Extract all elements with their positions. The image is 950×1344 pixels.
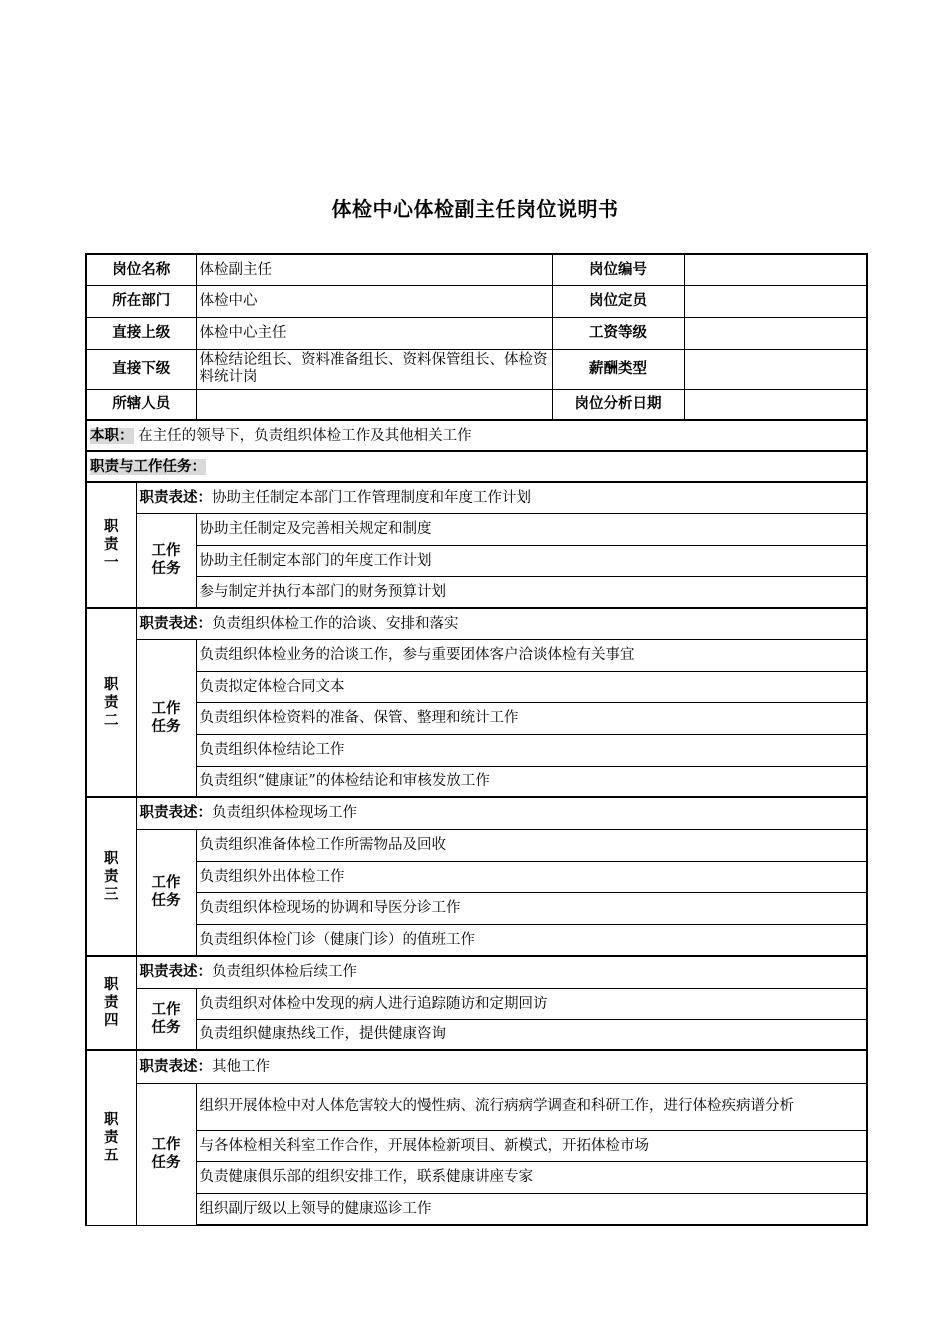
duty-name-char: 职	[104, 977, 119, 993]
salary-type-value	[684, 349, 867, 389]
duty-statement	[136, 797, 867, 829]
duty-statement-label: 职责表述：	[139, 615, 212, 632]
work-task-label-part: 任务	[151, 561, 181, 578]
position-name-value: 体检副主任	[196, 254, 552, 285]
duties-header: 职责与工作任务：	[90, 458, 206, 475]
duty-statement	[136, 1050, 867, 1083]
task-row	[86, 829, 867, 861]
task-row	[86, 1193, 867, 1225]
task-row	[86, 1083, 867, 1130]
duty-statement-label: 职责表述：	[139, 805, 212, 822]
duty-statement-text: 其他工作	[212, 1058, 270, 1075]
headcount-label: 岗位定员	[552, 285, 684, 317]
duty-name-char: 责	[104, 995, 119, 1011]
duty-name-char: 责	[104, 868, 119, 885]
task-item: 组织副厅级以上领导的健康巡诊工作	[196, 1193, 867, 1225]
duty-statement-row	[86, 482, 867, 513]
task-row	[86, 1161, 867, 1193]
work-task-label-part: 任务	[151, 893, 181, 910]
dept-value: 体检中心	[196, 285, 552, 317]
task-row	[86, 702, 867, 734]
task-item: 协助主任制定本部门的年度工作计划	[196, 545, 867, 576]
duty-name-char: 责	[104, 537, 119, 553]
task-item: 负责组织健康热线工作，提供健康咨询	[196, 1019, 867, 1050]
duty-statement-label: 职责表述：	[139, 964, 212, 981]
task-row	[86, 892, 867, 924]
duty-statement-row	[86, 797, 867, 829]
duty-name-char: 责	[104, 694, 119, 711]
task-row	[86, 545, 867, 576]
duty-name-char: 四	[104, 1013, 119, 1029]
summary-label: 本职：	[90, 427, 134, 444]
task-item: 负责组织体检资料的准备、保管、整理和统计工作	[196, 702, 867, 734]
task-item: 负责组织对体检中发现的病人进行追踪随访和定期回访	[196, 988, 867, 1019]
row-position-name	[86, 254, 867, 285]
position-name-label: 岗位名称	[86, 254, 196, 285]
duty-name-char: 职	[104, 676, 119, 693]
duty-statement-text: 协助主任制定本部门工作管理制度和年度工作计划	[212, 489, 531, 506]
task-item: 负责组织“健康证”的体检结论和审核发放工作	[196, 766, 867, 797]
duty-name-char: 职	[104, 519, 119, 535]
work-task-label-part: 工作	[151, 875, 181, 892]
task-item: 参与制定并执行本部门的财务预算计划	[196, 576, 867, 608]
duty-name-char: 一	[104, 555, 119, 571]
analysis-date-value	[684, 389, 867, 420]
headcount-value	[684, 285, 867, 317]
superior-label: 直接上级	[86, 317, 196, 349]
row-superior	[86, 317, 867, 349]
summary-cell	[86, 420, 867, 451]
duty-statement-text: 负责组织体检现场工作	[212, 805, 357, 822]
duty-statement	[136, 956, 867, 988]
dept-label: 所在部门	[86, 285, 196, 317]
duty-statement-text: 负责组织体检工作的洽谈、安排和落实	[212, 615, 459, 632]
summary-text: 在主任的领导下，负责组织体检工作及其他相关工作	[138, 427, 472, 444]
position-no-value	[684, 254, 867, 285]
work-task-label-part: 任务	[151, 1019, 181, 1036]
work-task-label	[136, 513, 196, 608]
duty-name	[86, 797, 136, 956]
duty-statement-row	[86, 608, 867, 639]
task-item: 负责组织体检门诊（健康门诊）的值班工作	[196, 924, 867, 956]
task-item: 与各体检相关科室工作合作，开展体检新项目、新模式，开拓体检市场	[196, 1130, 867, 1161]
position-no-label: 岗位编号	[552, 254, 684, 285]
duty-statement-row	[86, 956, 867, 988]
duty-name-char: 三	[104, 886, 119, 903]
work-task-label-part: 任务	[151, 718, 181, 735]
row-dept	[86, 285, 867, 317]
duty-name	[86, 608, 136, 797]
work-task-label	[136, 1083, 196, 1225]
duty-name-char: 职	[104, 850, 119, 867]
document-title: 体检中心体检副主任岗位说明书	[331, 197, 619, 221]
work-task-label	[136, 829, 196, 956]
task-row	[86, 766, 867, 797]
task-item: 负责组织体检现场的协调和导医分诊工作	[196, 892, 867, 924]
row-subordinate	[86, 349, 867, 389]
job-description-table	[85, 253, 868, 1226]
subordinate-value: 体检结论组长、资料准备组长、资料保管组长、体检资料统计岗	[196, 349, 552, 389]
duty-statement-label: 职责表述：	[139, 489, 212, 506]
duty-name	[86, 956, 136, 1050]
task-item: 负责健康俱乐部的组织安排工作，联系健康讲座专家	[196, 1161, 867, 1193]
duty-name	[86, 482, 136, 608]
task-row	[86, 924, 867, 956]
task-item: 负责组织准备体检工作所需物品及回收	[196, 829, 867, 861]
duty-name-char: 职	[104, 1111, 119, 1128]
duty-name-char: 五	[104, 1147, 119, 1164]
superior-value: 体检中心主任	[196, 317, 552, 349]
work-task-label-part: 工作	[151, 700, 181, 717]
task-row	[86, 988, 867, 1019]
task-row	[86, 1130, 867, 1161]
task-row	[86, 576, 867, 608]
row-staff	[86, 389, 867, 420]
duty-statement-label: 职责表述：	[139, 1058, 212, 1075]
task-row	[86, 639, 867, 671]
task-row	[86, 861, 867, 892]
row-summary	[86, 420, 867, 451]
task-row	[86, 734, 867, 766]
duty-name	[86, 1050, 136, 1225]
task-item: 负责组织体检业务的洽谈工作，参与重要团体客户洽谈体检有关事宜	[196, 639, 867, 671]
work-task-label-part: 任务	[151, 1155, 181, 1171]
work-task-label-part: 工作	[151, 1001, 181, 1018]
salary-type-label: 薪酬类型	[552, 349, 684, 389]
duty-name-char: 责	[104, 1129, 119, 1146]
task-item: 协助主任制定及完善相关规定和制度	[196, 513, 867, 545]
task-row	[86, 671, 867, 702]
task-item: 组织开展体检中对人体危害较大的慢性病、流行病病学调查和科研工作，进行体检疾病谱分析	[196, 1083, 867, 1130]
task-item: 负责组织外出体检工作	[196, 861, 867, 892]
task-row	[86, 513, 867, 545]
subordinate-label: 直接下级	[86, 349, 196, 389]
staff-label: 所辖人员	[86, 389, 196, 420]
duty-name-char: 二	[104, 712, 119, 729]
task-item: 负责组织体检结论工作	[196, 734, 867, 766]
work-task-label-part: 工作	[151, 543, 181, 560]
duty-statement	[136, 608, 867, 639]
row-duties-header	[86, 451, 867, 482]
work-task-label	[136, 988, 196, 1050]
wage-grade-value	[684, 317, 867, 349]
duty-statement	[136, 482, 867, 513]
task-item: 负责拟定体检合同文本	[196, 671, 867, 702]
work-task-label-part: 工作	[151, 1137, 181, 1153]
task-row	[86, 1019, 867, 1050]
duty-statement-row	[86, 1050, 867, 1083]
analysis-date-label: 岗位分析日期	[552, 389, 684, 420]
duties-header-cell	[86, 451, 867, 482]
duty-statement-text: 负责组织体检后续工作	[212, 964, 357, 981]
staff-value	[196, 389, 552, 420]
wage-grade-label: 工资等级	[552, 317, 684, 349]
work-task-label	[136, 639, 196, 797]
